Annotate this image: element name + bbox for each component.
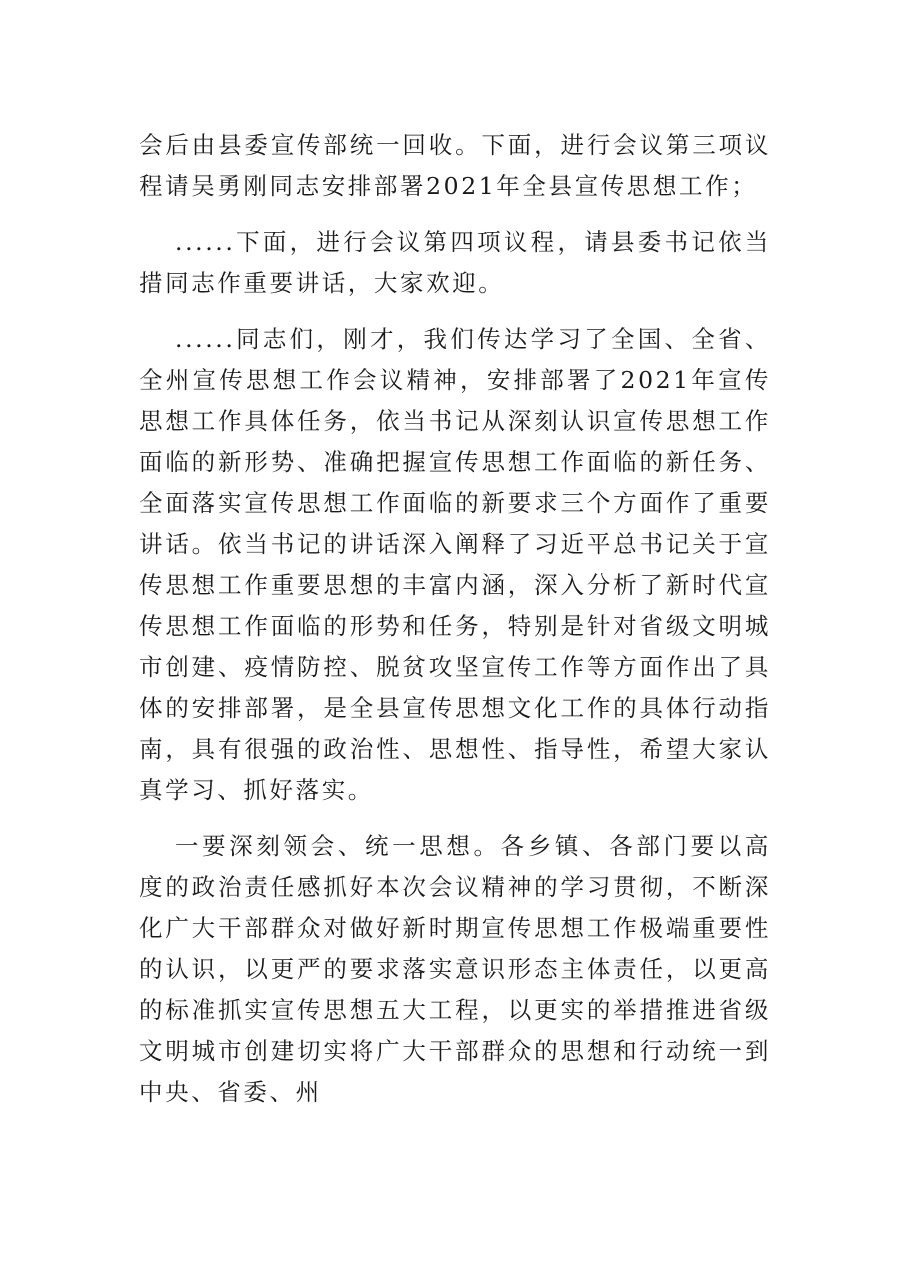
paragraph-agenda-item-four: ......下面，进行会议第四项议程，请县委书记依当措同志作重要讲话，大家欢迎。 bbox=[139, 228, 771, 297]
paragraph-continuation: 会后由县委宣传部统一回收。下面，进行会议第三项议程请吴勇刚同志安排部署2021年全县宣传思想工作； bbox=[139, 131, 771, 200]
document-body bbox=[139, 125, 771, 1113]
paragraph-summary: ......同志们，刚才，我们传达学习了全国、全省、全州宣传思想工作会议精神，安排部署了2021年宣传思想工作具体任务，依当书记从深刻认识宣传思想工作面临的新形势、准确把握宣传思想工作面临的新任务、全面落实宣传思想工作面临的新要求三个方面作了重要讲话。依当书记的讲话深入阐释了习近平总书记关于宣传思想工作重要思想的丰富内涵，深入分析了新时代宣传思想工作面临的形势和任务，特别是针对省级文明城市创建、疫情防控、脱贫攻坚宣传工作等方面作出了具体的安排部署，是全县宣传思想文化工作的具体行动指南，具有很强的政治性、思想性、指导性，希望大家认真学习、抓好落实。 bbox=[139, 325, 771, 804]
paragraph-requirement-one: 一要深刻领会、统一思想。各乡镇、各部门要以高度的政治责任感抓好本次会议精神的学习贯彻，不断深化广大干部群众对做好新时期宣传思想工作极端重要性的认识，以更严的要求落实意识形态主体责任，以更高的标准抓实宣传思想五大工程，以更实的举措推进省级文明城市创建切实将广大干部群众的思想和行动统一到中央、省委、州 bbox=[139, 832, 771, 1106]
